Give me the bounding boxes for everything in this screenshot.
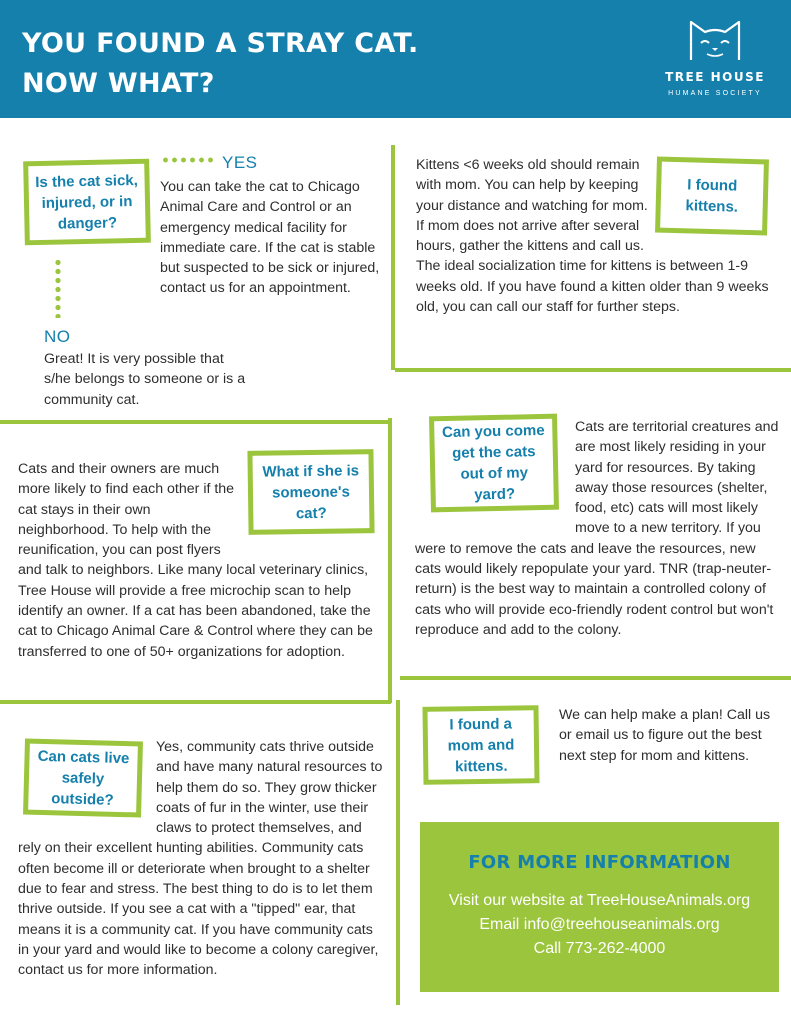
cat-face-icon — [687, 18, 743, 64]
title-line-1: YOU FOUND A STRAY CAT. — [22, 28, 419, 59]
divider-right-2 — [400, 676, 791, 680]
kittens-text-body: Kittens <6 weeks old should remain with mom. You can help by keeping your distance and watching for mom. If mom does not arrive after several hours, gather the kittens and call us. The ideal socialization time for kittens is between 1-9 weeks old. If you have found a kitten older than 9 weeks old, you can call our staff for further steps. — [416, 155, 786, 317]
divider-vertical-mid — [388, 418, 392, 703]
logo-subtitle: HUMANE SOCIETY — [668, 90, 762, 97]
header-banner — [0, 0, 791, 118]
wrap-spacer — [18, 737, 156, 833]
wrap-spacer — [242, 459, 384, 547]
page-title — [22, 24, 542, 104]
wrap-spacer — [656, 155, 786, 255]
no-label: NO — [44, 327, 71, 346]
logo-name: TREE HOUSE — [665, 70, 765, 84]
website-link[interactable]: Visit our website at TreeHouseAnimals.org — [448, 892, 751, 909]
someones-question: What if she is someone's cat? — [262, 461, 360, 522]
more-info-box — [420, 822, 779, 992]
outside-text: Yes, community cats thrive outside and have many natural resources to help them do so. They grow thicker coats of fur in the winter, use their claws to protect themselves, and rely on their excellent hunting abilities. Community cats often become ill or deteriorate when brought to a shelter due to fear and stress. The best thing to do is to let them thrive outside. If you see a cat with a "tipped" ear, that means it is a community cat. If you have community cats in your yard and would like to become a colony caregiver, contact us for more information. — [18, 739, 383, 979]
mom-text: We can help make a plan! Call us or email us to figure out the best next step for mom and kittens. — [559, 707, 771, 764]
sick-question: Is the cat sick, injured, or in danger? — [35, 171, 139, 233]
title-line-2: NOW WHAT? — [22, 68, 215, 99]
more-info-title: FOR MORE INFORMATION — [468, 852, 731, 873]
someones-text: Cats and their owners are much more likely to find each other if the cat stays in their own neighborhood. To help with the reunification, you can post flyers and talk to neighbors. Like many local veterinary clinics, Tree House will provide a free microchip scan to help identify an owner. If a cat has been abandoned, take the cat to Chicago Animal Care & Control where they can be transferred to one of 50+ organizations for adoption. — [18, 459, 384, 662]
kittens-question: I found kittens. — [685, 176, 739, 216]
divider-left-2 — [0, 700, 391, 704]
mom-question: I found a mom and kittens. — [447, 715, 515, 775]
divider-left-1 — [0, 420, 391, 424]
yes-text: You can take the cat to Chicago Animal Care and Control or an emergency medical facility for immediate care. If the cat is stable but suspected to be sick or injured, contact us for an appointment. — [160, 179, 380, 297]
kittens-text — [416, 155, 786, 317]
yes-label: YES — [222, 153, 258, 172]
dotted-connector-yes — [161, 157, 213, 163]
email-link[interactable]: Email info@treehouseanimals.org — [479, 916, 720, 933]
divider-vertical-lower — [396, 700, 400, 1005]
phone-link[interactable]: Call 773-262-4000 — [533, 940, 666, 957]
outside-question: Can cats live safely outside? — [37, 747, 130, 809]
sick-question-box — [23, 159, 151, 246]
dotted-connector-no — [54, 258, 62, 318]
mom-question-box — [422, 705, 539, 785]
tree-house-logo — [650, 18, 780, 103]
yard-question: Can you come get the cats out of my yard? — [441, 421, 545, 504]
yard-text: Cats are territorial creatures and are most likely residing in your yard for resources. By taking away those resources (shelter, food, etc) cats will most likely move to a new territory. If you were to remove the cats and leave the resources, new cats would likely repopulate your yard. TNR (trap-neuter-return) is the best way to maintain a controlled colony of cats who will provide eco-friendly rodent control but won't reproduce and add to the colony. — [415, 419, 779, 638]
no-text: Great! It is very possible that s/he belongs to someone or is a community cat. — [44, 351, 246, 408]
wrap-spacer — [415, 417, 575, 533]
divider-right-1 — [395, 368, 791, 372]
